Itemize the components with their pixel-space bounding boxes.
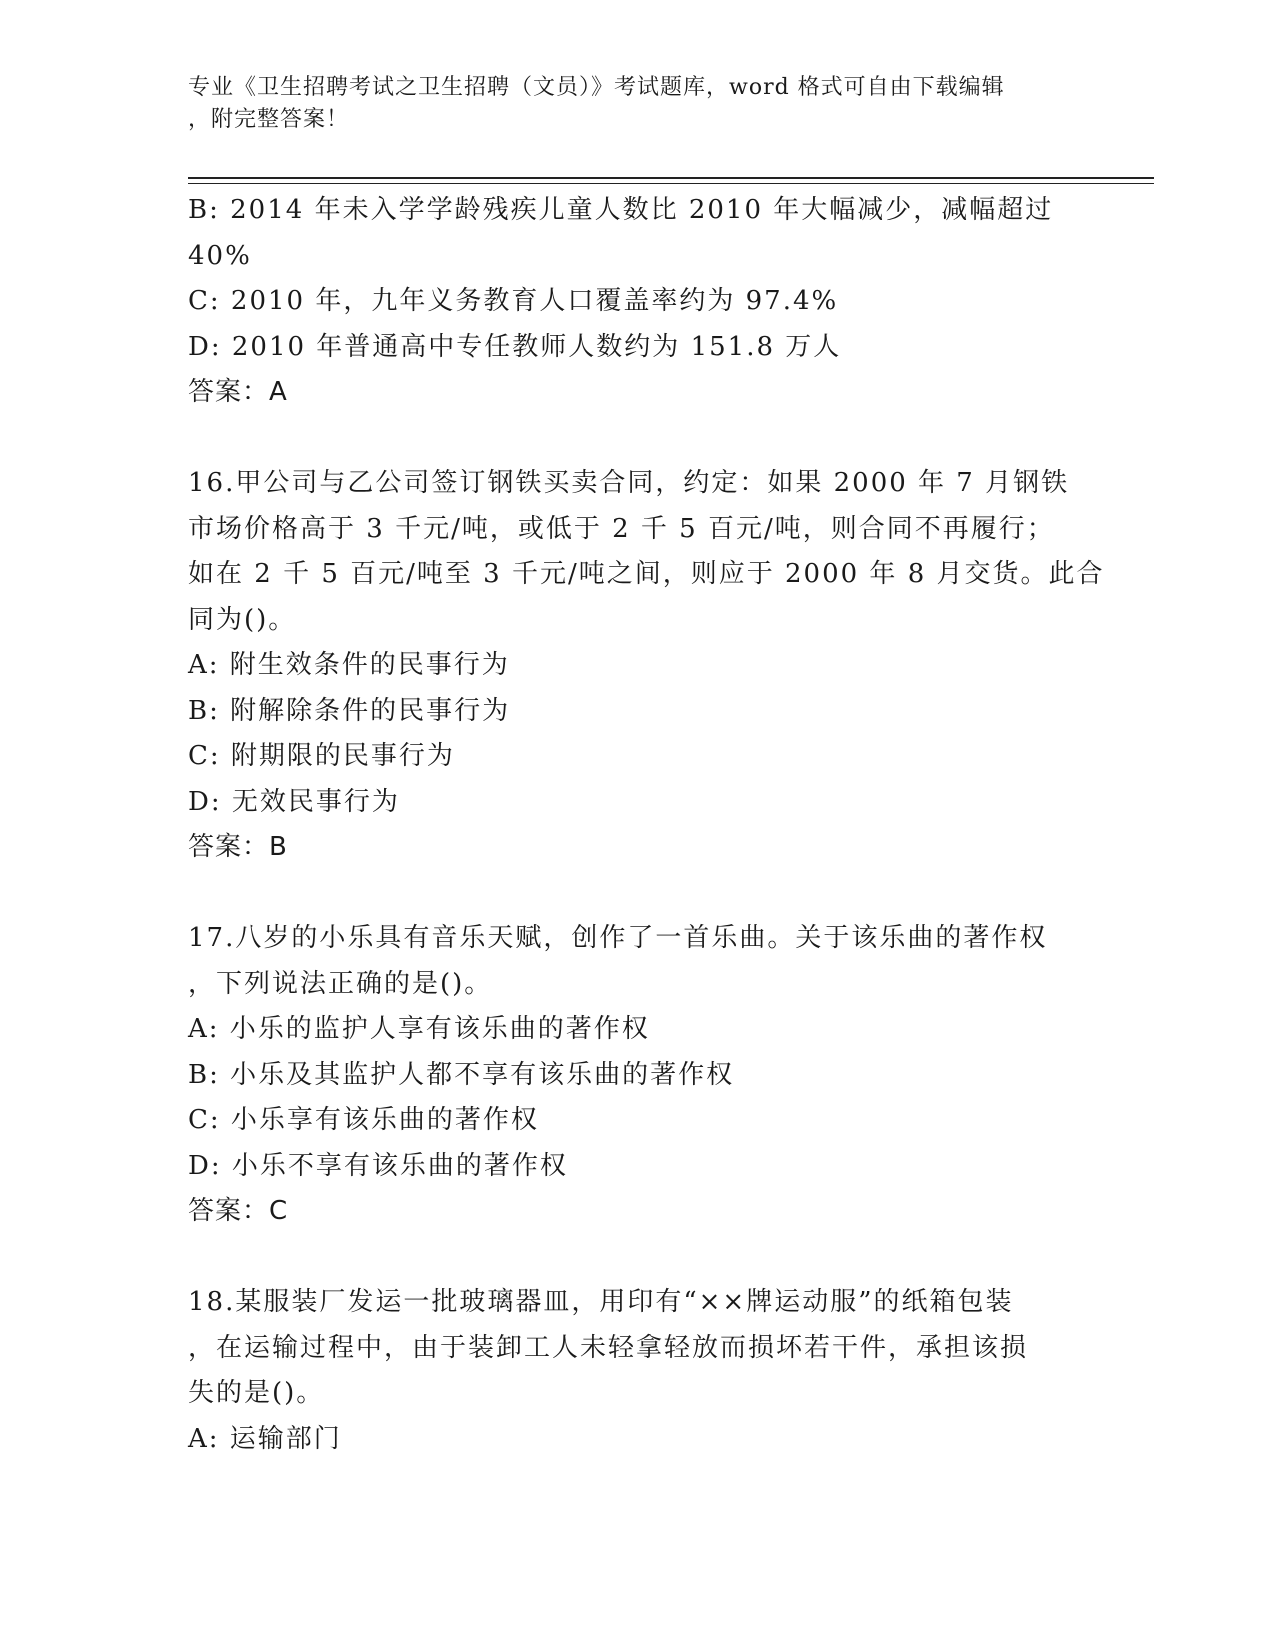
question-18 xyxy=(188,1280,1088,1462)
answer: 答案：B xyxy=(188,832,288,862)
option-b-line-1: B: 2014 年未入学学龄残疾儿童人数比 2010 年大幅减少，减幅超过 xyxy=(188,195,1054,225)
header-divider-thick xyxy=(188,177,1154,179)
option-b: B: 附解除条件的民事行为 xyxy=(188,695,511,726)
option-b: B: 小乐及其监护人都不享有该乐曲的著作权 xyxy=(188,1059,735,1090)
question-stem-line-2: ，下列说法正确的是()。 xyxy=(188,968,493,999)
answer: 答案：A xyxy=(188,377,288,407)
option-a: A: 小乐的监护人享有该乐曲的著作权 xyxy=(188,1014,650,1044)
option-b-line-2: 40% xyxy=(188,240,252,271)
option-d: D: 2010 年普通高中专任教师人数约为 151.8 万人 xyxy=(188,331,842,362)
header-divider-thin xyxy=(188,183,1154,184)
document-header xyxy=(188,72,1088,136)
option-c: C: 附期限的民事行为 xyxy=(188,741,455,771)
question-stem-line-1: 17.八岁的小乐具有音乐天赋，创作了一首乐曲。关于该乐曲的著作权 xyxy=(188,923,1048,953)
question-stem-line-3: 失的是()。 xyxy=(188,1378,325,1408)
header-title-line-1: 专业《卫生招聘考试之卫生招聘（文员）》考试题库，word 格式可自由下载编辑 xyxy=(188,75,1005,100)
question-content xyxy=(188,188,1105,1462)
option-c: C: 2010 年，九年义务教育人口覆盖率约为 97.4% xyxy=(188,286,839,316)
question-stem-line-1: 18.某服装厂发运一批玻璃器皿，用印有“××牌运动服”的纸箱包装 xyxy=(188,1287,1014,1317)
option-c: C: 小乐享有该乐曲的著作权 xyxy=(188,1105,539,1135)
question-stem-line-4: 同为()。 xyxy=(188,604,297,635)
spacer xyxy=(188,416,1088,462)
spacer xyxy=(188,871,1088,917)
question-stem-line-2: 市场价格高于 3 千元/吨，或低于 2 千 5 百元/吨，则合同不再履行； xyxy=(188,513,1055,544)
question-17 xyxy=(188,916,1088,1235)
question-stem-line-2: ，在运输过程中，由于装卸工人未轻拿轻放而损坏若干件，承担该损 xyxy=(188,1332,1029,1363)
spacer xyxy=(188,1235,1088,1281)
option-a: A: 运输部门 xyxy=(188,1423,342,1454)
question-15-remainder xyxy=(188,188,1088,416)
question-stem-line-1: 16.甲公司与乙公司签订钢铁买卖合同，约定：如果 2000 年 7 月钢铁 xyxy=(188,468,1070,498)
option-d: D: 无效民事行为 xyxy=(188,786,400,817)
option-d: D: 小乐不享有该乐曲的著作权 xyxy=(188,1150,568,1181)
question-16 xyxy=(188,461,1105,871)
header-title-line-2: ，附完整答案！ xyxy=(188,107,350,132)
question-stem-line-3: 如在 2 千 5 百元/吨至 3 千元/吨之间，则应于 2000 年 8 月交货。此合 xyxy=(188,559,1105,589)
answer: 答案：C xyxy=(188,1196,289,1226)
option-a: A: 附生效条件的民事行为 xyxy=(188,650,510,680)
